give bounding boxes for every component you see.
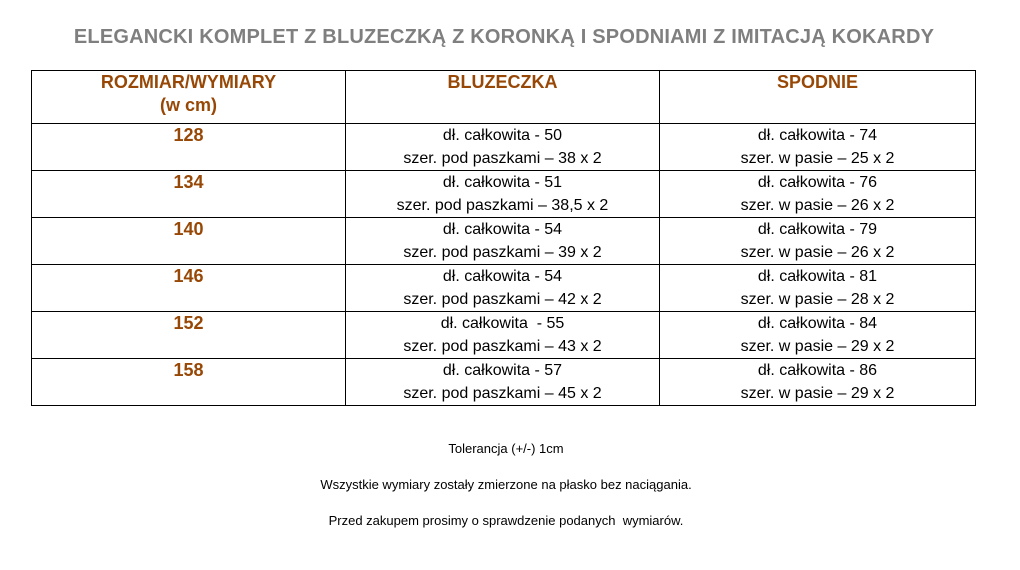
top-measurements bbox=[346, 265, 660, 312]
pants-waist: szer. w pasie – 28 x 2 bbox=[740, 291, 895, 308]
size-cell: 158 bbox=[32, 359, 346, 406]
size-cell: 128 bbox=[32, 124, 346, 171]
top-measurements bbox=[346, 218, 660, 265]
top-length: dł. całkowita - 57 bbox=[442, 362, 563, 379]
top-width: szer. pod paszkami – 39 x 2 bbox=[403, 244, 602, 261]
top-length: dł. całkowita - 54 bbox=[442, 221, 563, 238]
measured-flat-note: Wszystkie wymiary zostały zmierzone na płasko bez naciągania. bbox=[320, 477, 692, 492]
pants-measurements bbox=[660, 171, 976, 218]
pants-measurements bbox=[660, 265, 976, 312]
top-width: szer. pod paszkami – 45 x 2 bbox=[403, 385, 602, 402]
top-width: szer. pod paszkami – 42 x 2 bbox=[403, 291, 602, 308]
size-cell: 140 bbox=[32, 218, 346, 265]
pants-length: dł. całkowita - 79 bbox=[757, 221, 878, 238]
header-size bbox=[32, 71, 346, 124]
header-pants: SPODNIE bbox=[660, 71, 976, 124]
header-size-unit: (w cm) bbox=[159, 95, 217, 115]
pants-length: dł. całkowita - 84 bbox=[757, 315, 878, 332]
pants-length: dł. całkowita - 81 bbox=[757, 268, 878, 285]
top-length: dł. całkowita - 55 bbox=[440, 315, 565, 332]
table-row bbox=[32, 218, 976, 265]
header-size-label: ROZMIAR/WYMIARY bbox=[100, 72, 277, 92]
pants-waist: szer. w pasie – 26 x 2 bbox=[740, 244, 895, 261]
pants-measurements bbox=[660, 218, 976, 265]
pants-length: dł. całkowita - 76 bbox=[757, 174, 878, 191]
top-measurements bbox=[346, 171, 660, 218]
size-cell: 134 bbox=[32, 171, 346, 218]
top-length: dł. całkowita - 50 bbox=[442, 127, 563, 144]
table-row bbox=[32, 312, 976, 359]
check-request-note: Przed zakupem prosimy o sprawdzenie podanych wymiarów. bbox=[328, 513, 684, 528]
pants-waist: szer. w pasie – 29 x 2 bbox=[740, 385, 895, 402]
size-cell: 146 bbox=[32, 265, 346, 312]
table-header-row bbox=[32, 71, 976, 124]
size-chart-table bbox=[31, 70, 976, 406]
page-title: ELEGANCKI KOMPLET Z BLUZECZKĄ Z KORONKĄ I SPODNIAMI Z IMITACJĄ KOKARDY bbox=[73, 26, 935, 48]
pants-length: dł. całkowita - 74 bbox=[757, 127, 878, 144]
top-measurements bbox=[346, 124, 660, 171]
pants-length: dł. całkowita - 86 bbox=[757, 362, 878, 379]
table-row bbox=[32, 171, 976, 218]
top-measurements bbox=[346, 359, 660, 406]
top-length: dł. całkowita - 51 bbox=[442, 174, 563, 191]
pants-measurements bbox=[660, 359, 976, 406]
top-width: szer. pod paszkami – 38,5 x 2 bbox=[396, 197, 609, 214]
pants-waist: szer. w pasie – 26 x 2 bbox=[740, 197, 895, 214]
top-measurements bbox=[346, 312, 660, 359]
pants-measurements bbox=[660, 124, 976, 171]
pants-measurements bbox=[660, 312, 976, 359]
top-length: dł. całkowita - 54 bbox=[442, 268, 563, 285]
table-row bbox=[32, 359, 976, 406]
table-row bbox=[32, 265, 976, 312]
top-width: szer. pod paszkami – 43 x 2 bbox=[403, 338, 602, 355]
header-top: BLUZECZKA bbox=[346, 71, 660, 124]
size-cell: 152 bbox=[32, 312, 346, 359]
pants-waist: szer. w pasie – 25 x 2 bbox=[740, 150, 895, 167]
top-width: szer. pod paszkami – 38 x 2 bbox=[403, 150, 602, 167]
tolerance-note: Tolerancja (+/-) 1cm bbox=[448, 441, 564, 456]
table-row bbox=[32, 124, 976, 171]
pants-waist: szer. w pasie – 29 x 2 bbox=[740, 338, 895, 355]
